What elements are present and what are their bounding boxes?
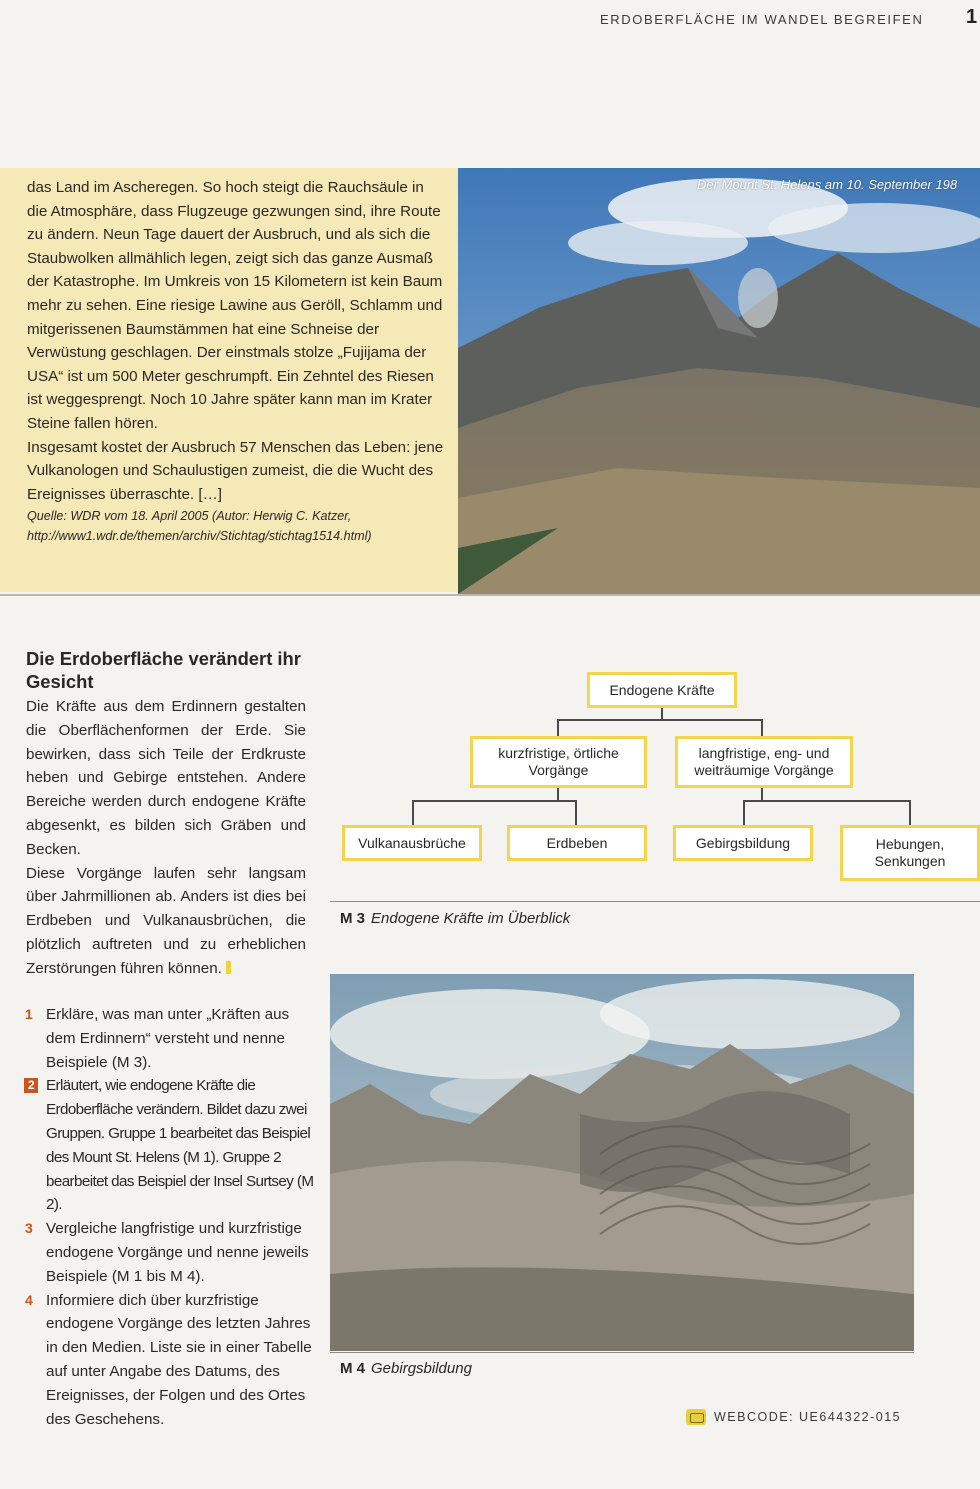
divider: [0, 594, 980, 596]
running-head: ERDOBERFLÄCHE IM WANDEL BEGREIFEN: [600, 12, 924, 27]
diagram-label-text: Endogene Kräfte im Überblick: [371, 910, 571, 927]
task-text: Vergleiche langfristige und kurzfristige endogene Vorgänge und nenne jeweils Beispiele (M 1 bis M 4).: [46, 1220, 309, 1285]
body-paragraph-1: Die Kräfte aus dem Erdinnern gestalten die Oberflächenformen der Erde. Sie bewirken, dass sich Teile der Erdkruste heben und Gebirge entstehen. Andere Bereiche werden durch endogene Kräfte abgesenkt, es bilden sich Gräben und Becken.: [26, 698, 306, 858]
connector-line: [909, 800, 911, 826]
task-text: Informiere dich über kurzfristige endogene Vorgänge des letzten Jahres in den Medien. Liste sie in einer Tabelle auf unter Angabe des Datums, des Ereignisses, der Folgen und des Ortes des Geschehens.: [46, 1291, 312, 1428]
webcode: [686, 1409, 901, 1425]
source-citation-1: Quelle: WDR vom 18. April 2005 (Autor: Herwig C. Katzer,: [27, 509, 352, 524]
page-number: 1: [966, 6, 978, 28]
photo2-label-code: M 4: [340, 1360, 366, 1377]
photo2-rule: [330, 1352, 914, 1353]
source-citation-2: http://www1.wdr.de/themen/archiv/Stichtag/stichtag1514.html): [27, 529, 372, 544]
volcano-illustration: [458, 168, 980, 594]
connector-line: [412, 800, 414, 826]
node-mountain-building: Gebirgsbildung: [673, 825, 813, 861]
node-uplift-subsidence: Hebungen, Senkungen: [840, 825, 980, 881]
task-text: Erkläre, was man unter „Kräften aus dem Erdinnern“ versteht und nenne Beispiele (M 3).: [46, 1006, 290, 1071]
connector-line: [557, 719, 559, 737]
mountain-folds-photo: [330, 974, 914, 1351]
source-paragraph-2: Insgesamt kostet der Ausbruch 57 Menschen das Leben: jene Vulkanologen und Schaulustigen zumeist, die die Wucht des Ereignisses überraschte. […]: [27, 438, 444, 503]
diagram-label: [340, 910, 570, 927]
mountain-illustration: [330, 974, 914, 1351]
diagram-label-code: M 3: [340, 910, 366, 927]
endogenous-forces-diagram: [330, 660, 980, 910]
connector-line: [743, 800, 745, 826]
task-list: [24, 1003, 314, 1431]
task-number: 3: [25, 1220, 33, 1237]
node-earthquakes: Erdbeben: [507, 825, 647, 861]
node-volcanic-eruptions: Vulkanausbrüche: [342, 825, 482, 861]
task-item: [24, 1217, 314, 1288]
task-item: [24, 1074, 314, 1217]
section-heading: Die Erdoberfläche verändert ihr Gesicht: [26, 648, 301, 692]
node-long-term: langfristige, eng- und weiträumige Vorgänge: [675, 736, 853, 788]
connector-line: [761, 787, 763, 801]
mount-st-helens-photo: [458, 168, 980, 594]
photo1-caption: Der Mount St. Helens am 10. September 198: [697, 177, 958, 192]
connector-line: [743, 800, 911, 802]
task-number: 4: [25, 1291, 33, 1308]
diagram-rule: [330, 901, 980, 902]
body-paragraph-2-text: Diese Vorgänge laufen sehr langsam über Jahrmillionen ab. Anders ist dies bei Erdbeben und Vulkanausbrüchen, die plötzlich auftreten und zu erheblichen Zerstörungen führen können.: [26, 864, 306, 977]
connector-line: [575, 800, 577, 826]
source-text: [27, 176, 447, 546]
connector-line: [557, 719, 763, 721]
body-paragraph-2: [26, 862, 306, 981]
task-number: 2: [24, 1078, 38, 1093]
task-item: [24, 1289, 314, 1432]
photo2-label: [340, 1360, 472, 1377]
source-paragraph-1: das Land im Ascheregen. So hoch steigt die Rauchsäule in die Atmosphäre, dass Flugzeuge gezwungen sind, ihre Route zu ändern. Neun Tage dauert der Ausbruch, und als sich die Staubwolken allmählich legen, zeigt sich das ganze Ausmaß der Katastrophe. Im Umkreis von 15 Kilometern ist kein Baum mehr zu sehen. Eine riesige Lawine aus Geröll, Schlamm und mitgerissenen Baumstämmen hat eine Schneise der Verwüstung geschlagen. Der einstmals stolze „Fujijama der USA“ ist um 500 Meter geschrumpft. Ein Zehntel des Riesen ist weggesprengt. Noch 10 Jahre später kann man im Krater Steine fallen hören.: [27, 179, 443, 432]
task-text: Erläutert, wie endogene Kräfte die Erdoberfläche verändern. Bildet dazu zwei Gruppen. Gruppe 1 bearbeitet das Beispiel des Mount St. Helens (M 1). Gruppe 2 bearbeitet das Beispiel der Insel Surtsey (M 2).: [46, 1077, 314, 1214]
connector-line: [412, 800, 577, 802]
node-short-term: kurzfristige, örtliche Vorgänge: [470, 736, 647, 788]
task-item: [24, 1003, 314, 1074]
end-mark-icon: [226, 961, 231, 974]
photo2-label-text: Gebirgsbildung: [371, 1360, 472, 1377]
task-number: 1: [25, 1006, 33, 1022]
body-text: [26, 695, 306, 981]
webcode-icon: [686, 1409, 706, 1425]
webcode-text: WEBCODE: UE644322-015: [714, 1410, 902, 1424]
connector-line: [557, 787, 559, 801]
connector-line: [761, 719, 763, 737]
node-endogenous-forces: Endogene Kräfte: [587, 672, 737, 708]
